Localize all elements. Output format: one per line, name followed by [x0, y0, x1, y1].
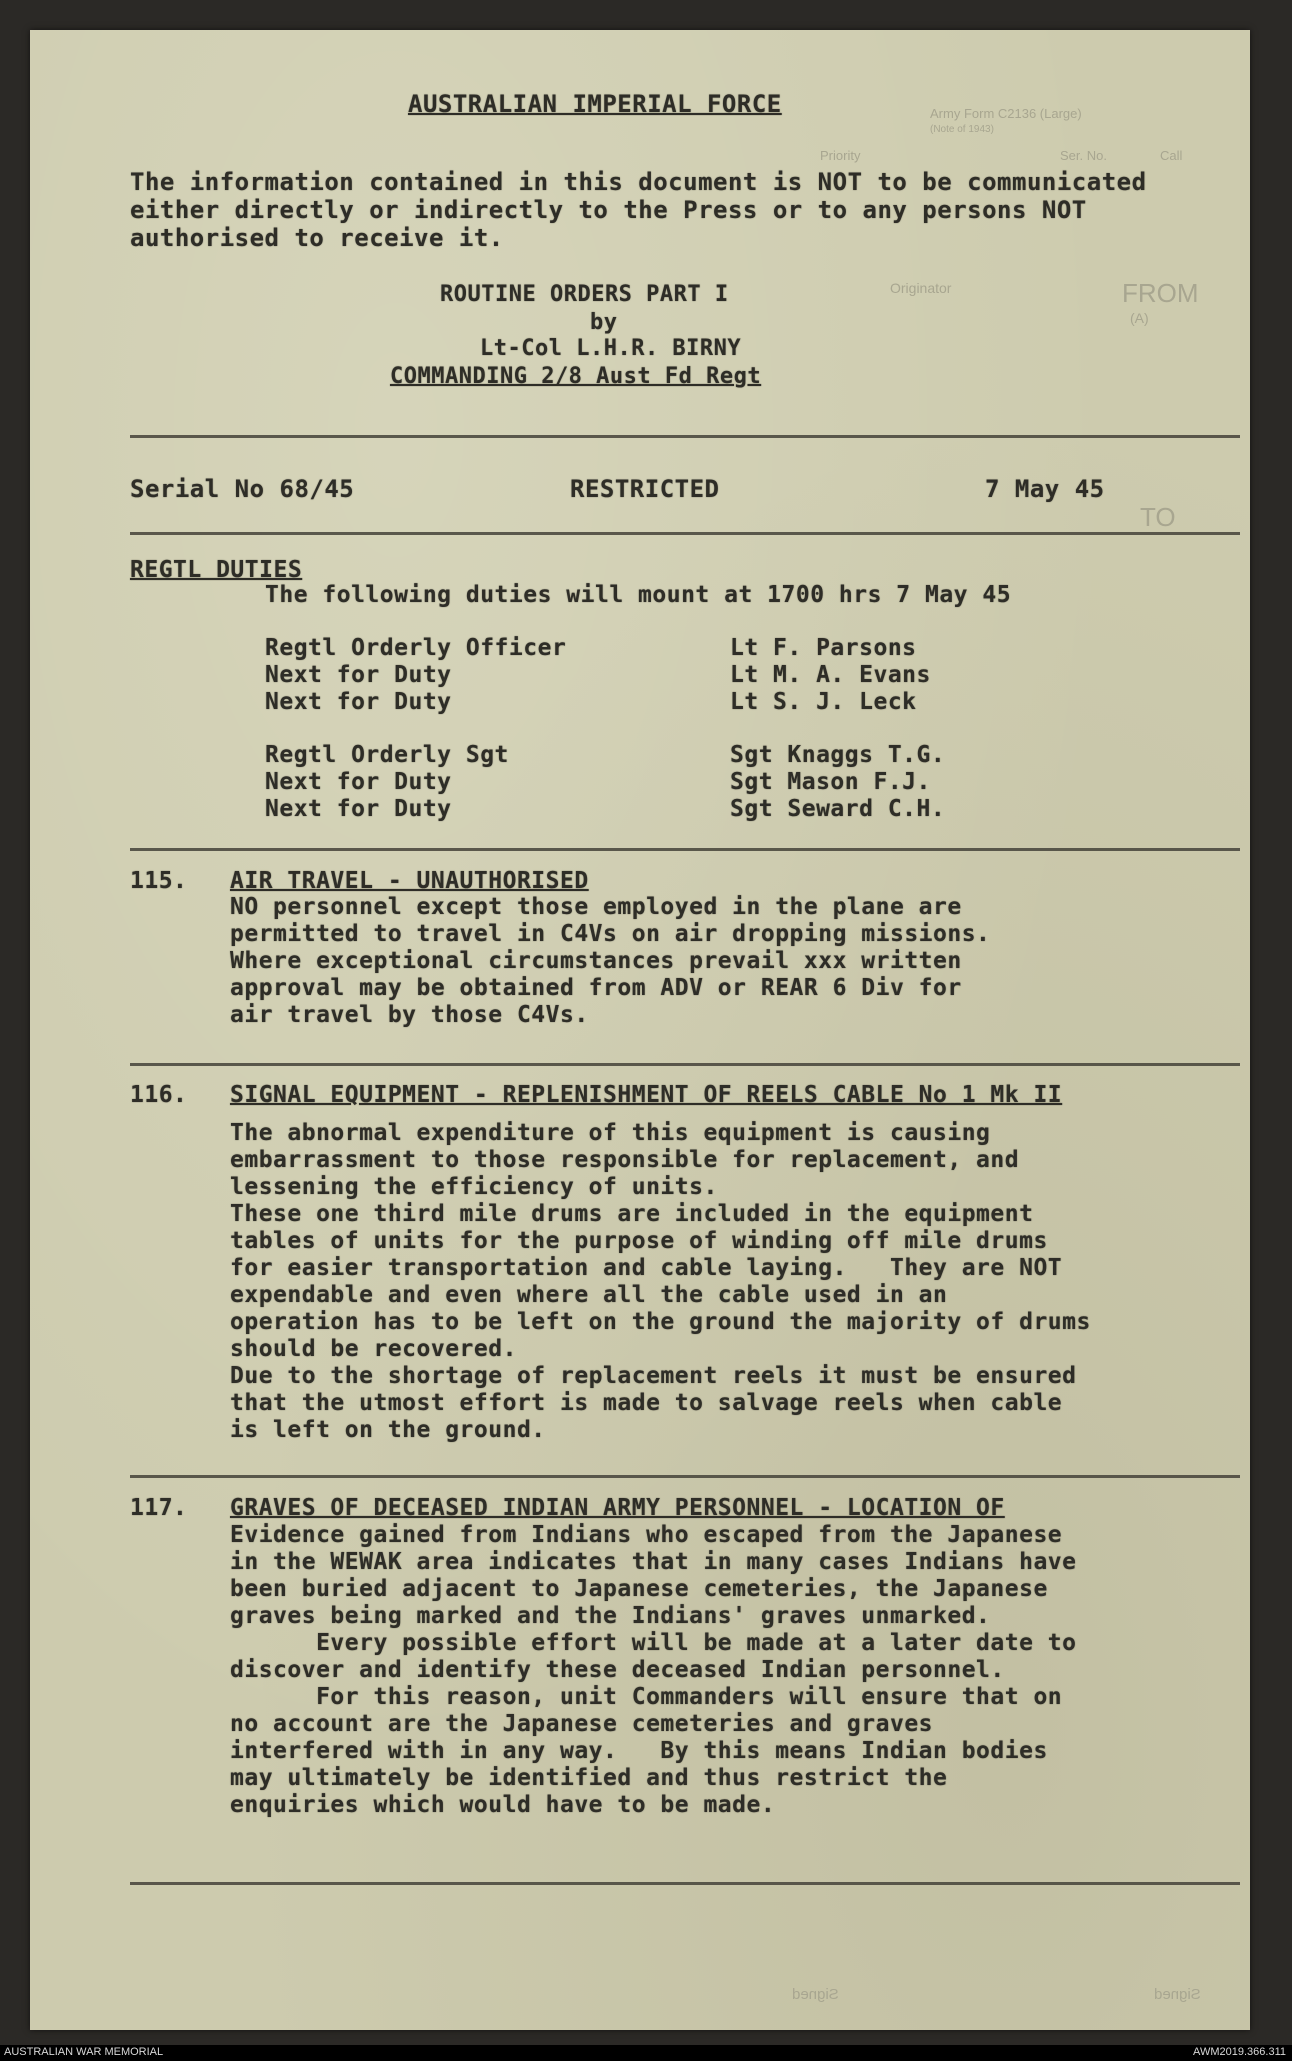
duty-name: Sgt Knaggs T.G. — [730, 742, 946, 768]
orders-by: by — [590, 310, 618, 335]
duty-name: Lt S. J. Leck — [730, 689, 917, 715]
item-line: discover and identify these deceased Indian personnel. — [230, 1657, 1005, 1683]
form-ghost-from-a: (A) — [1130, 310, 1149, 326]
item-line: in the WEWAK area indicates that in many cases Indians have — [230, 1549, 1077, 1575]
footer-institution: AUSTRALIAN WAR MEMORIAL — [4, 2046, 164, 2058]
classification: RESTRICTED — [570, 475, 720, 503]
duty-name: Sgt Seward C.H. — [730, 796, 946, 822]
form-ghost-ser-no: Ser. No. — [1060, 148, 1107, 163]
duty-role: Regtl Orderly Sgt — [265, 742, 509, 768]
item-number: 116. — [130, 1082, 188, 1108]
divider-rule — [130, 848, 1240, 851]
form-ghost-priority: Priority — [820, 148, 861, 163]
duties-heading: REGTL DUTIES — [130, 557, 303, 583]
duty-name: Lt F. Parsons — [730, 635, 917, 661]
item-number: 115. — [130, 868, 188, 894]
divider-rule — [130, 1475, 1240, 1478]
serial-date: 7 May 45 — [985, 475, 1105, 503]
duty-role: Next for Duty — [265, 796, 452, 822]
item-line: may ultimately be identified and thus restrict the — [230, 1765, 948, 1791]
form-ghost-form-sub: (Note of 1943) — [930, 124, 994, 135]
item-line: NO personnel except those employed in the plane are — [230, 894, 962, 920]
divider-rule — [130, 532, 1240, 535]
item-line: These one third mile drums are included in the equipment — [230, 1201, 1034, 1227]
duties-intro: The following duties will mount at 1700 hrs 7 May 45 — [265, 582, 1012, 608]
item-line: Due to the shortage of replacement reels it must be ensured — [230, 1363, 1077, 1389]
orders-commander: Lt-Col L.H.R. BIRNY — [480, 336, 742, 361]
item-line: is left on the ground. — [230, 1417, 546, 1443]
item-line: graves being marked and the Indians' graves unmarked. — [230, 1603, 991, 1629]
item-line: For this reason, unit Commanders will ensure that on — [230, 1684, 1063, 1710]
item-title: SIGNAL EQUIPMENT - REPLENISHMENT OF REELS CABLE No 1 Mk II — [230, 1082, 1063, 1108]
form-ghost-originator: Originator — [890, 280, 952, 296]
duty-name: Lt M. A. Evans — [730, 662, 931, 688]
item-line: expendable and even where all the cable used in an — [230, 1282, 948, 1308]
item-line: Every possible effort will be made at a later date to — [230, 1630, 1077, 1656]
item-line: Where exceptional circumstances prevail xxx written — [230, 948, 962, 974]
item-line: tables of units for the purpose of winding off mile drums — [230, 1228, 1048, 1254]
orders-unit: COMMANDING 2/8 Aust Fd Regt — [390, 364, 762, 389]
divider-rule — [130, 1882, 1240, 1885]
item-line: interfered with in any way. By this means Indian bodies — [230, 1738, 1048, 1764]
form-ghost-to: TO — [1140, 502, 1176, 532]
item-line: Evidence gained from Indians who escaped from the Japanese — [230, 1522, 1063, 1548]
item-line: operation has to be left on the ground the majority of drums — [230, 1309, 1091, 1335]
item-line: The abnormal expenditure of this equipment is causing — [230, 1120, 991, 1146]
duty-role: Next for Duty — [265, 689, 452, 715]
item-title: GRAVES OF DECEASED INDIAN ARMY PERSONNEL - LOCATION OF — [230, 1495, 1005, 1521]
form-ghost-from: FROM — [1122, 278, 1199, 308]
duty-role: Regtl Orderly Officer — [265, 635, 567, 661]
divider-rule — [130, 435, 1240, 438]
document-title: AUSTRALIAN IMPERIAL FORCE — [408, 90, 782, 118]
item-line: been buried adjacent to Japanese cemeteries, the Japanese — [230, 1576, 1048, 1602]
warning-line-1: The information contained in this document is NOT to be communicated — [130, 168, 1147, 196]
item-line: should be recovered. — [230, 1336, 517, 1362]
warning-line-2: either directly or indirectly to the Press or to any persons NOT — [130, 196, 1087, 224]
form-ghost-signed-2: Signed — [1154, 1986, 1201, 2003]
warning-line-3: authorised to receive it. — [130, 224, 504, 252]
document-page — [30, 30, 1250, 2030]
duty-role: Next for Duty — [265, 662, 452, 688]
item-line: enquiries which would have to be made. — [230, 1792, 776, 1818]
form-ghost-call: Call — [1160, 148, 1183, 163]
footer-accession-number: AWM2019.366.311 — [1193, 2046, 1286, 2058]
divider-rule — [130, 1063, 1240, 1066]
orders-title: ROUTINE ORDERS PART I — [440, 282, 729, 307]
item-line: permitted to travel in C4Vs on air dropping missions. — [230, 921, 991, 947]
form-ghost-signed-1: Signed — [792, 1986, 839, 2003]
item-line: that the utmost effort is made to salvage reels when cable — [230, 1390, 1063, 1416]
item-line: no account are the Japanese cemeteries and graves — [230, 1711, 934, 1737]
form-ghost-army-form: Army Form C2136 (Large) — [930, 106, 1082, 121]
item-title: AIR TRAVEL - UNAUTHORISED — [230, 868, 589, 894]
archive-footer — [0, 2045, 1292, 2061]
item-line: embarrassment to those responsible for replacement, and — [230, 1147, 1020, 1173]
item-number: 117. — [130, 1495, 188, 1521]
item-line: lessening the efficiency of units. — [230, 1174, 718, 1200]
item-line: air travel by those C4Vs. — [230, 1002, 589, 1028]
duty-name: Sgt Mason F.J. — [730, 769, 931, 795]
item-line: approval may be obtained from ADV or REAR 6 Div for — [230, 975, 962, 1001]
duty-role: Next for Duty — [265, 769, 452, 795]
serial-number: Serial No 68/45 — [130, 475, 355, 503]
item-line: for easier transportation and cable laying. They are NOT — [230, 1255, 1063, 1281]
